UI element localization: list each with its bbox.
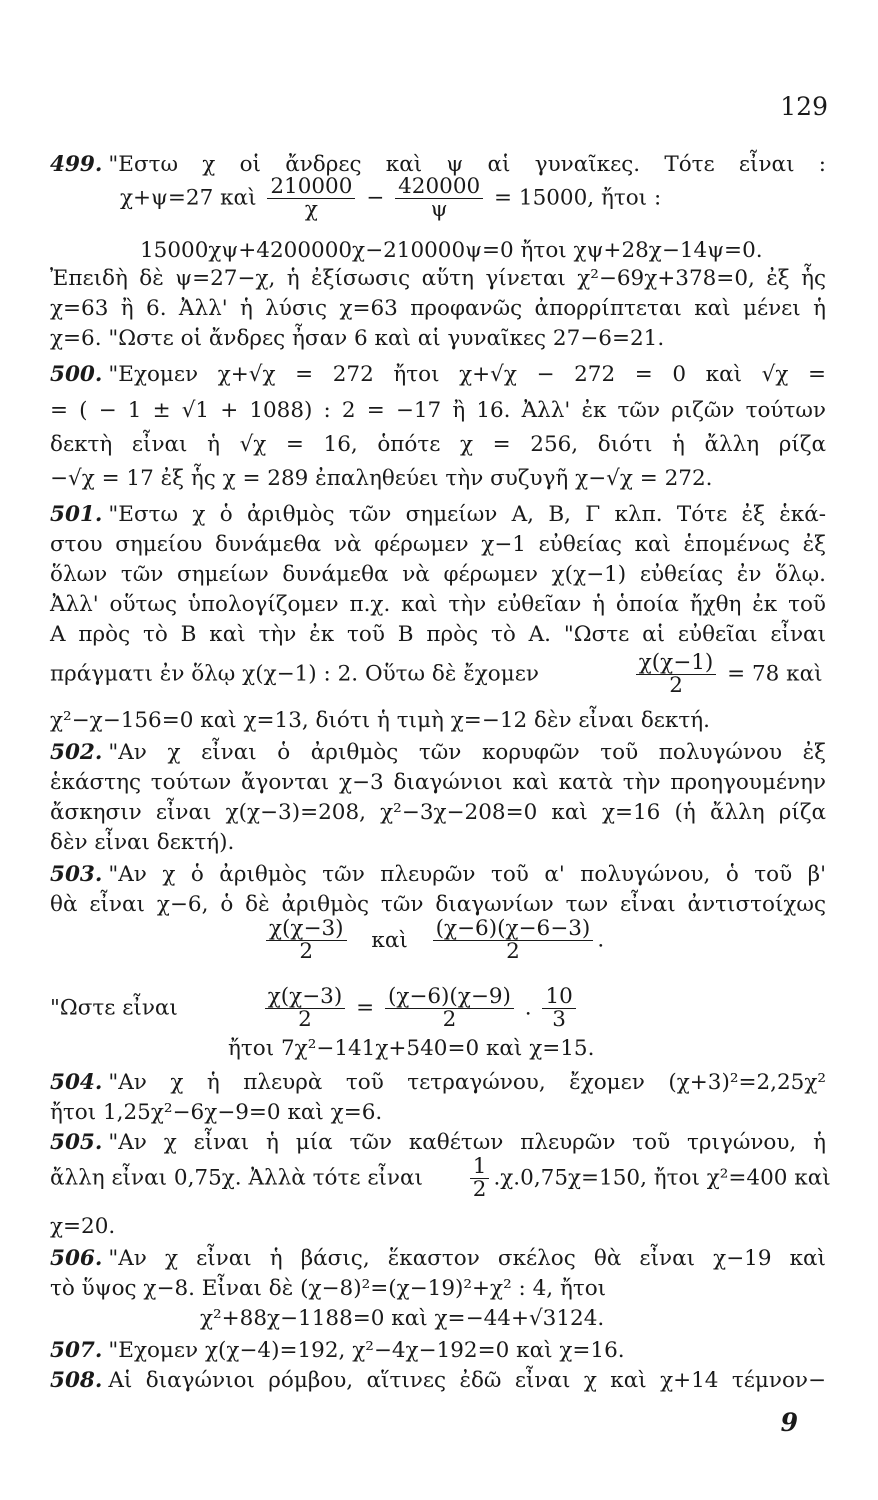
text-line: −√χ = 17 ἐξ ἧς χ = 289 ἐπαληθεύει τὴν συζυγῆ χ−√χ = 272. xyxy=(50,466,713,491)
text-line: Ἐπειδὴ δὲ ψ=27−χ, ἡ ἐξίσωσις αὕτη γίνεται χ²−69χ+378=0, ἐξ ἧς xyxy=(50,266,826,291)
numerator: χ(χ−1) xyxy=(636,652,717,675)
text-line: ἤτοι 7χ²−141χ+540=0 καὶ χ=15. xyxy=(228,1036,595,1061)
text-line: τὸ ὕψος χ−8. Εἶναι δὲ (χ−8)²=(χ−19)²+χ² : 4, ἤτοι xyxy=(50,1276,607,1301)
exercise-502-line xyxy=(50,738,826,768)
exercise-505-line xyxy=(50,1128,826,1158)
denominator: 2 xyxy=(298,1007,312,1032)
equation-line xyxy=(120,176,770,221)
text-line: "Αν χ εἶναι ὁ ἀριθμὸς τῶν κορυφῶν τοῦ πολυγώνου ἐξ xyxy=(108,740,826,765)
numerator: (χ−6)(χ−6−3) xyxy=(433,918,594,941)
text-line: χ²+88χ−1188=0 καὶ χ=−44+√3124. xyxy=(200,1306,605,1331)
denominator: ψ xyxy=(430,197,448,222)
page-number: 129 xyxy=(780,92,828,121)
exercise-number: 502. xyxy=(50,740,103,765)
numerator: 210000 xyxy=(267,176,355,199)
text-line: ἑκάστης τούτων ἄγονται χ−3 διαγώνιοι καὶ κατὰ τὴν προηγουμένην xyxy=(50,770,826,795)
text: = 15000, ἤτοι : xyxy=(494,185,662,211)
text-line: χ²−χ−156=0 καὶ χ=13, διότι ἡ τιμὴ χ=−12 δὲν εἶναι δεκτή. xyxy=(50,708,710,733)
text: χ+ψ=27 καὶ xyxy=(120,185,257,211)
equation-line xyxy=(50,652,826,697)
text-line: Αἱ διαγώνιοι ρόμβου, αἵτινες ἐδῶ εἶναι χ καὶ χ+14 τέμνον− xyxy=(108,1368,826,1393)
text-line: "Αν χ ἡ πλευρὰ τοῦ τετραγώνου, ἔχομεν (χ+3)²=2,25χ² xyxy=(108,1070,826,1095)
exercise-504-line xyxy=(50,1068,826,1098)
fraction xyxy=(267,176,355,221)
text-line: χ=20. xyxy=(50,1214,116,1239)
text-line: χ=6. "Ωστε οἱ ἄνδρες ἦσαν 6 καὶ αἱ γυναῖκες 27−6=21. xyxy=(50,326,665,351)
text: "Ωστε εἶναι xyxy=(50,995,178,1021)
numerator: χ(χ−3) xyxy=(266,918,347,941)
exercise-number: 508. xyxy=(50,1368,103,1393)
signature-mark: 9 xyxy=(780,1408,798,1437)
exercise-500-line xyxy=(50,360,826,390)
text: ἄλλη εἶναι 0,75χ. Ἀλλὰ τότε εἶναι xyxy=(50,1165,423,1191)
fraction xyxy=(395,176,483,221)
denominator: 2 xyxy=(669,673,683,698)
text: πράγματι ἐν ὅλῳ χ(χ−1) : 2. Οὕτω δὲ ἔχομεν xyxy=(50,661,539,687)
exercise-507-line xyxy=(50,1336,826,1366)
exercise-number: 499. xyxy=(50,152,103,177)
text-line: 15000χψ+4200000χ−210000ψ=0 ἤτοι χψ+28χ−14ψ=0. xyxy=(140,238,763,263)
exercise-number: 503. xyxy=(50,862,103,887)
fraction xyxy=(636,652,717,697)
text-line: = ( − 1 ± √1 + 1088) : 2 = −17 ἢ 16. Ἀλλ' ἐκ τῶν ριζῶν τούτων xyxy=(50,398,826,423)
text-line: δὲν εἶναι δεκτή). xyxy=(50,830,235,855)
numerator: 10 xyxy=(542,986,575,1009)
fraction xyxy=(266,918,347,963)
text-line: Ἀλλ' οὕτως ὑπολογίζομεν π.χ. καὶ τὴν εὐθεῖαν ἡ ὁποία ἤχθη ἐκ τοῦ xyxy=(50,592,826,617)
denominator: 3 xyxy=(552,1007,566,1032)
text-line: δεκτὴ εἶναι ἡ √χ = 16, ὁπότε χ = 256, διότι ἡ ἄλλη ρίζα xyxy=(50,432,826,457)
text-line: ὅλων τῶν σημείων δυνάμεθα νὰ φέρωμεν χ(χ−1) εὐθείας ἐν ὅλῳ. xyxy=(50,562,826,587)
text-line: "Εστω χ οἱ ἄνδρες καὶ ψ αἱ γυναῖκες. Τότε εἶναι : xyxy=(108,152,826,177)
exercise-number: 501. xyxy=(50,502,103,527)
denominator: 2 xyxy=(299,939,314,964)
equals-sign: = xyxy=(356,995,375,1021)
fraction xyxy=(542,986,575,1031)
text-line: χ=63 ἢ 6. Ἀλλ' ἡ λύσις χ=63 προφανῶς ἀπορρίπτεται καὶ μένει ἡ xyxy=(50,296,826,321)
exercise-number: 504. xyxy=(50,1070,103,1095)
numerator: 1 xyxy=(470,1156,490,1179)
text: .χ.0,75χ=150, ἤτοι χ²=400 καὶ xyxy=(493,1165,831,1191)
minus-sign: − xyxy=(366,185,385,211)
exercise-number: 500. xyxy=(50,362,103,387)
denominator: 2 xyxy=(506,939,520,964)
text: καὶ xyxy=(371,927,408,953)
text-line: "Αν χ εἶναι ἡ βάσις, ἕκαστον σκέλος θὰ εἶναι χ−19 καὶ xyxy=(108,1246,826,1271)
dot: . xyxy=(524,995,532,1021)
period: . xyxy=(597,927,605,953)
fraction xyxy=(433,918,594,963)
denominator: 2 xyxy=(442,1007,457,1032)
text-line: "Αν χ εἶναι ἡ μία τῶν καθέτων πλευρῶν τοῦ τριγώνου, ἡ xyxy=(108,1130,826,1155)
text-line: "Εστω χ ὁ ἀριθμὸς τῶν σημείων Α, Β, Γ κλπ. Τότε ἐξ ἑκά- xyxy=(108,502,826,527)
exercise-508-line xyxy=(50,1366,826,1396)
fraction xyxy=(385,986,514,1031)
equation-line xyxy=(262,918,662,963)
exercise-501-line xyxy=(50,500,826,530)
fraction xyxy=(265,986,346,1031)
exercise-number: 506. xyxy=(50,1246,103,1271)
text-line: ἄσκησιν εἶναι χ(χ−3)=208, χ²−3χ−208=0 καὶ χ=16 (ἡ ἄλλη ρίζα xyxy=(50,800,826,825)
exercise-503-line xyxy=(50,860,826,890)
equation-line xyxy=(50,986,826,1031)
denominator: χ xyxy=(304,197,318,222)
fraction xyxy=(470,1156,490,1201)
exercise-506-line xyxy=(50,1244,826,1274)
denominator: 2 xyxy=(472,1177,487,1202)
text: = 78 καὶ xyxy=(727,661,823,687)
numerator: (χ−6)(χ−9) xyxy=(385,986,514,1009)
equation-line xyxy=(50,1154,831,1202)
text-line: θὰ εἶναι χ−6, ὁ δὲ ἀριθμὸς τῶν διαγωνίων των εἶναι ἀντιστοίχως xyxy=(50,892,826,917)
exercise-number: 507. xyxy=(50,1338,103,1363)
text-line: ἤτοι 1,25χ²−6χ−9=0 καὶ χ=6. xyxy=(50,1100,383,1125)
text-line: στου σημείου δυνάμεθα νὰ φέρωμεν χ−1 εὐθείας καὶ ἑπομένως ἐξ xyxy=(50,532,826,557)
text-line: "Εχομεν χ(χ−4)=192, χ²−4χ−192=0 καὶ χ=16. xyxy=(108,1338,625,1363)
text-line: "Αν χ ὁ ἀριθμὸς τῶν πλευρῶν τοῦ α' πολυγώνου, ὁ τοῦ β' xyxy=(108,862,826,887)
numerator: χ(χ−3) xyxy=(265,986,346,1009)
numerator: 420000 xyxy=(395,176,483,199)
exercise-number: 505. xyxy=(50,1130,103,1155)
text-line: Α πρὸς τὸ Β καὶ τὴν ἐκ τοῦ Β πρὸς τὸ Α. "Ωστε αἱ εὐθεῖαι εἶναι xyxy=(50,622,826,647)
text-line: "Εχομεν χ+√χ = 272 ἤτοι χ+√χ − 272 = 0 καὶ √χ = xyxy=(108,362,826,387)
